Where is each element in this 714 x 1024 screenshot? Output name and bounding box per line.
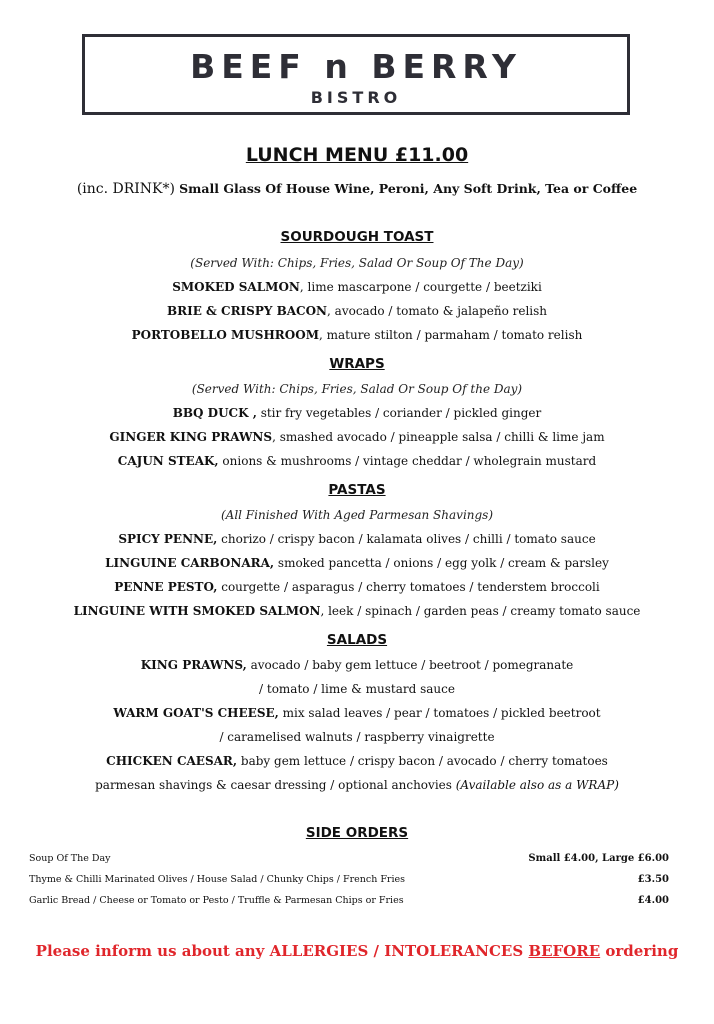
item-name: SPICY PENNE,	[118, 532, 218, 546]
item-desc: , leek / spinach / garden peas / creamy tomato sauce	[320, 604, 641, 618]
item-name: SMOKED SALMON	[172, 280, 300, 294]
section-heading-sides: SIDE ORDERS	[305, 825, 409, 841]
menu-item	[0, 406, 714, 420]
menu-item	[0, 754, 714, 768]
item-name: BBQ DUCK ,	[172, 406, 257, 420]
item-desc: , mature stilton / parmaham / tomato relish	[318, 328, 583, 342]
drink-list: Small Glass Of House Wine, Peroni, Any Soft Drink, Tea or Coffee	[179, 181, 638, 196]
item-desc: stir fry vegetables / coriander / pickled ginger	[256, 406, 542, 420]
section-heading-pastas: PASTAS	[328, 482, 386, 498]
logo-sub: BISTRO	[310, 88, 402, 107]
side-order-desc: Thyme & Chilli Marinated Olives / House Salad / Chunky Chips / French Fries	[29, 874, 405, 885]
item-name: WARM GOAT'S CHEESE,	[113, 706, 279, 720]
item-name: PENNE PESTO,	[114, 580, 218, 594]
menu-item-continued: / caramelised walnuts / raspberry vinaigrette	[219, 730, 495, 744]
menu-item	[0, 604, 714, 618]
allergy-text-end: ordering	[600, 942, 679, 960]
section-note-pastas: (All Finished With Aged Parmesan Shavings)	[220, 508, 494, 522]
logo-name: BEEF n BERRY	[190, 47, 522, 86]
menu-title: LUNCH MENU £11.00	[245, 144, 469, 166]
item-desc: smoked pancetta / onions / egg yolk / cream & parsley	[274, 556, 609, 570]
allergy-text: Please inform us about any ALLERGIES / INTOLERANCES	[35, 942, 529, 960]
menu-item	[0, 658, 714, 672]
drink-info	[0, 181, 714, 197]
side-order-price: Small £4.00, Large £6.00	[528, 853, 669, 864]
item-name: CHICKEN CAESAR,	[106, 754, 238, 768]
menu-item	[0, 580, 714, 594]
side-order-price: £4.00	[637, 895, 669, 906]
item-name: CAJUN STEAK,	[117, 454, 219, 468]
item-desc: baby gem lettuce / crispy bacon / avocado / cherry tomatoes	[237, 754, 608, 768]
item-name: PORTOBELLO MUSHROOM	[131, 328, 319, 342]
logo	[82, 34, 630, 115]
item-desc: parmesan shavings & caesar dressing / optional anchovies	[95, 778, 452, 792]
item-desc: , lime mascarpone / courgette / beetziki	[299, 280, 542, 294]
section-heading-salads: SALADS	[326, 632, 388, 648]
item-name: BRIE & CRISPY BACON	[166, 304, 328, 318]
item-desc: courgette / asparagus / cherry tomatoes / tenderstem broccoli	[217, 580, 600, 594]
item-desc: , avocado / tomato & jalapeño relish	[327, 304, 548, 318]
allergy-notice	[0, 942, 714, 960]
menu-item	[0, 556, 714, 570]
section-note-wraps: (Served With: Chips, Fries, Salad Or Soup Of the Day)	[191, 382, 523, 396]
section-note-sourdough: (Served With: Chips, Fries, Salad Or Soup Of The Day)	[190, 256, 524, 270]
section-heading-sourdough: SOURDOUGH TOAST	[280, 229, 434, 245]
menu-item	[0, 706, 714, 720]
allergy-emphasis: BEFORE	[528, 942, 601, 960]
item-desc: , smashed avocado / pineapple salsa / chilli & lime jam	[272, 430, 605, 444]
item-desc: onions & mushrooms / vintage cheddar / wholegrain mustard	[218, 454, 597, 468]
item-desc: chorizo / crispy bacon / kalamata olives / chilli / tomato sauce	[217, 532, 596, 546]
menu-item	[0, 430, 714, 444]
menu-item	[0, 280, 714, 294]
side-order-price: £3.50	[637, 874, 669, 885]
item-desc: avocado / baby gem lettuce / beetroot / pomegranate	[246, 658, 574, 672]
item-desc: mix salad leaves / pear / tomatoes / pickled beetroot	[278, 706, 601, 720]
item-name: LINGUINE WITH SMOKED SALMON	[73, 604, 321, 618]
side-order-desc: Garlic Bread / Cheese or Tomato or Pesto / Truffle & Parmesan Chips or Fries	[29, 895, 404, 906]
drink-prefix: (inc. DRINK*)	[76, 181, 175, 197]
menu-item	[0, 454, 714, 468]
menu-item	[0, 304, 714, 318]
item-name: LINGUINE CARBONARA,	[105, 556, 275, 570]
menu-item-continued: / tomato / lime & mustard sauce	[259, 682, 455, 696]
side-order-desc: Soup Of The Day	[29, 853, 111, 864]
menu-item	[0, 532, 714, 546]
menu-item	[0, 328, 714, 342]
item-name: GINGER KING PRAWNS	[109, 430, 273, 444]
item-note: (Available also as a WRAP)	[455, 778, 619, 792]
menu-item-continued	[0, 778, 714, 792]
item-name: KING PRAWNS,	[140, 658, 247, 672]
section-heading-wraps: WRAPS	[329, 356, 385, 372]
